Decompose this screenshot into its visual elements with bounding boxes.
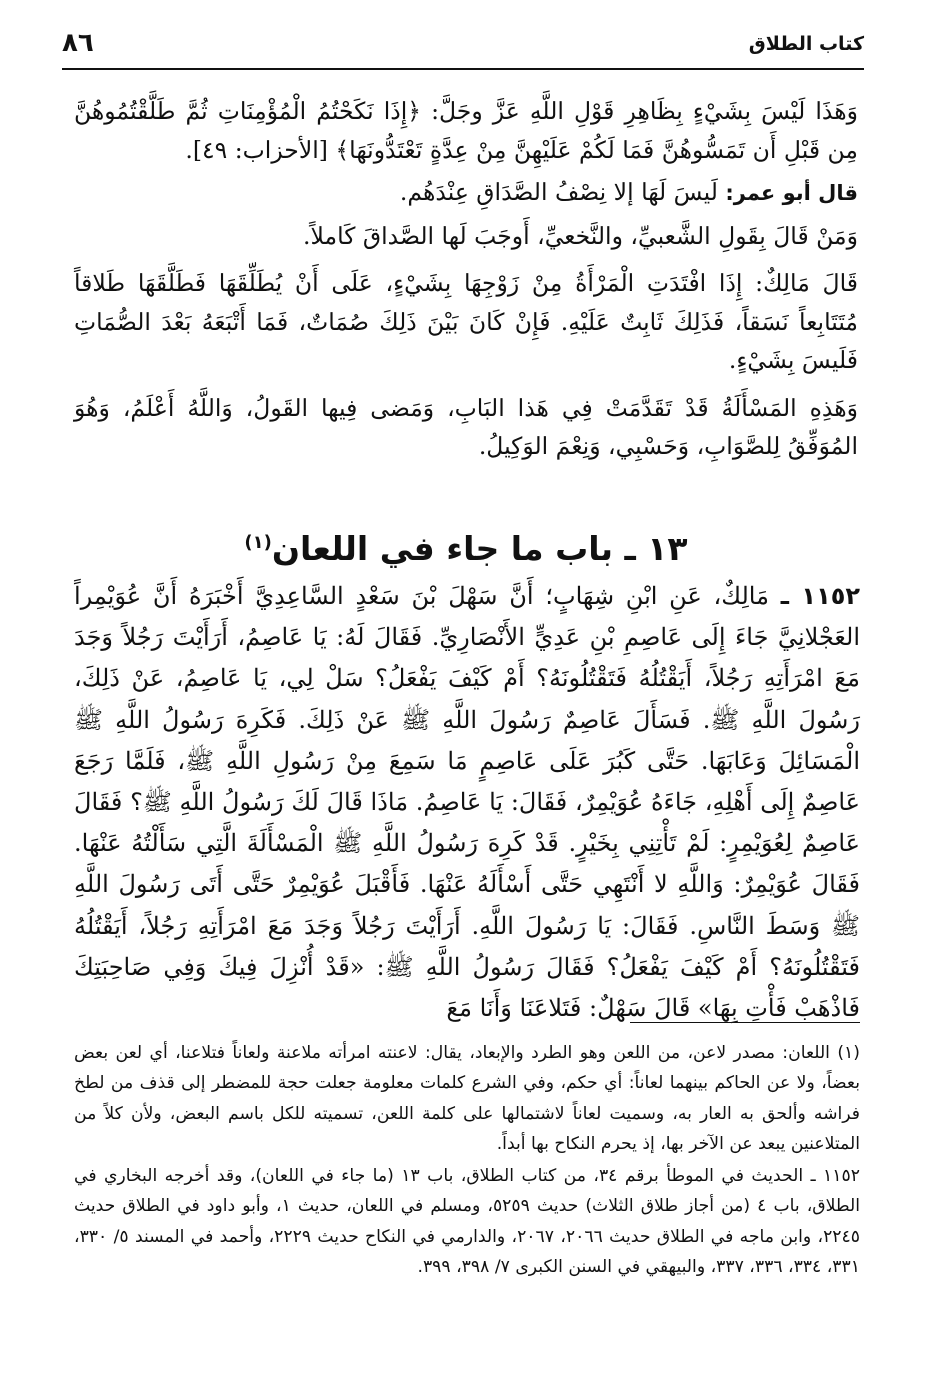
book-title: كتاب الطلاق <box>748 33 864 55</box>
paragraph-shabi: وَمَنْ قَالَ بِقَولِ الشَّعبيِّ، والنَّخعيِّ، أَوجَبَ لَها الصَّداقَ كَاملاً. <box>303 221 858 250</box>
paragraph-abu-umar <box>74 173 858 213</box>
paragraph-quran-citation: وَهَذَا لَيْسَ بِشَيْءٍ بِظَاهِرِ قَوْلِ اللَّهِ عَزَّ وجَلَّ: ﴿إِذَا نَكَحْتُمُ الْمُؤْمِنَاتِ ثُمَّ طَلَّقْتُمُوهُنَّ مِن قَبْلِ أَن تَمَسُّوهُنَّ فَمَا لَكُمْ عَلَيْهِنَّ مِنْ عِدَّةٍ تَعْتَدُّونَهَا﴾ [الأحزاب: ٤٩]. <box>74 97 858 164</box>
hadith-text <box>74 576 860 1029</box>
hadith-number: ١١٥٢ ـ <box>780 582 861 610</box>
chapter-title: ١٣ ـ باب ما جاء في اللعان <box>271 529 688 568</box>
footnote-hadith-sources: ١١٥٢ ـ الحديث في الموطأ برقم ٣٤، من كتاب الطلاق، باب ١٣ (ما جاء في اللعان)، وقد أخرجه البخاري في الطلاق، باب ٤ (من أجاز طلاق الثلاث) حديث ٥٢٥٩، ومسلم في اللعان، حديث ١، وأبو داود في الطلاق حديث ٢٢٤٥، وابن ماجه في الطلاق حديث ٢٠٦٦، ٢٠٦٧، والدارمي في النكاح حديث ٢٢٢٩، وأحمد في المسند ٥/ ٣٣٠، ٣٣١، ٣٣٤، ٣٣٦، ٣٣٧، والبيهقي في السنن الكبرى ٧/ ٣٩٨، ٣٩٩. <box>74 1166 860 1278</box>
paragraph-closing: وَهَذِهِ المَسْأَلَةُ قَدْ تَقَدَّمَتْ فِي هَذا البَابِ، وَمَضى فِيها القَولُ، وَاللَّهُ أَعْلَمُ، وَهُوَ المُوَفِّقُ لِلصَّوَابِ، وَحَسْبِي، وَنِعْمَ الوَكِيلُ. <box>74 393 858 460</box>
paragraph-abu-umar-text: لَيسَ لَهَا إلا نِصْفُ الصَّدَاقِ عِنْدَهُم. <box>399 178 726 206</box>
speaker-name: قال أبو عمر: <box>725 181 858 205</box>
main-text <box>74 92 858 475</box>
footnotes <box>74 1038 860 1284</box>
running-header <box>62 28 864 62</box>
footnote-lian: (١) اللعان: مصدر لاعن، من اللعن وهو الطرد والإبعاد، يقال: لاعنته امرأته ملاعنة ولعاناً فتلاعنا، أي لعن بعض بعضاً، ولا عن الحاكم بينهما لعاناً: أي حكم، وفي الشرع كلمات معلومة جعلت حجة للمضطر إلى قذف من لطخ فراشه وألحق به العار به، وسميت لعاناً لاشتمالها على كلمة اللعن، تسميته للكل باسم البعض، ولأن كلاً من المتلاعنين يبعد عن الآخر بها، إذ يحرم النكاح بها أبداً. <box>74 1043 860 1154</box>
header-rule <box>62 68 864 70</box>
page-number: ٨٦ <box>62 28 94 58</box>
paragraph-malik: قَالَ مَالِكٌ: إِذَا افْتَدَتِ الْمَرْأَةُ مِنْ زَوْجِهَا بِشَيْءٍ، عَلَى أَنْ يُطَلِّقَهَا فَطَلَّقَهَا طَلاقاً مُتَتَابِعاً نَسَقاً، فَذَلِكَ ثَابِتٌ عَلَيْهِ. فَإِنْ كَانَ بَيْنَ ذَلِكَ صُمَاتٌ، فَمَا أَتْبَعَهُ بَعْدَ الصُّمَاتِ فَلَيسَ بِشَيْءٍ. <box>74 269 858 374</box>
chapter-footnote-mark: (١) <box>244 532 272 553</box>
chapter-heading <box>74 518 858 574</box>
hadith-body: مَالِكٌ، عَنِ ابْنِ شِهَابٍ؛ أَنَّ سَهْلَ بْنَ سَعْدٍ السَّاعِدِيَّ أَخْبَرَهُ أَنَّ عُوَيْمِراً العَجْلانِيَّ جَاءَ إِلَى عَاصِمِ بْنِ عَدِيٍّ الأَنْصَارِيِّ. فَقَالَ لَهُ: يَا عَاصِمُ، أَرَأَيْتَ رَجُلاً وَجَدَ مَعَ امْرَأَتِهِ رَجُلاً، أَيَقْتُلُهُ فَتَقْتُلُونَهُ؟ أَمْ كَيْفَ يَفْعَلُ؟ سَلْ لِي، يَا عَاصِمُ، عَنْ ذَلِكَ، رَسُولَ اللَّهِ ﷺ. فَسَأَلَ عَاصِمٌ رَسُولَ اللَّهِ ﷺ عَنْ ذَلِكَ. فَكَرِهَ رَسُولُ اللَّهِ ﷺ الْمَسَائِلَ وَعَابَهَا. حَتَّى كَبُرَ عَلَى عَاصِمٍ مَا سَمِعَ مِنْ رَسُولِ اللَّهِ ﷺ، فَلَمَّا رَجَعَ عَاصِمٌ إِلَى أَهْلِهِ، جَاءَهُ عُوَيْمِرٌ، فَقَالَ: يَا عَاصِمُ. مَاذَا قَالَ لَكَ رَسُولُ اللَّهِ ﷺ؟ فَقَالَ عَاصِمٌ لِعُوَيْمِرٍ: لَمْ تَأْتِنِي بِخَيْرٍ. قَدْ كَرِهَ رَسُولُ اللَّهِ ﷺ الْمَسْأَلَةَ الَّتِي سَأَلْتُهُ عَنْهَا. فَقَالَ عُوَيْمِرٌ: وَاللَّهِ لا أَنْتَهِي حَتَّى أَسْأَلَهُ عَنْهَا. فَأَقْبَلَ عُوَيْمِرٌ حَتَّى أَتَى رَسُولَ اللَّهِ ﷺ وَسَطَ النَّاسِ. فَقَالَ: يَا رَسُولَ اللَّهِ. أَرَأَيْتَ رَجُلاً وَجَدَ مَعَ امْرَأَتِهِ رَجُلاً، أَيَقْتُلُهُ فَتَقْتُلُونَهُ؟ أَمْ كَيْفَ يَفْعَلُ؟ فَقَالَ رَسُولُ اللَّهِ ﷺ: «قَدْ أُنْزِلَ فِيكَ وَفِي صَاحِبَتِكَ فَاذْهَبْ فَأْتِ بِهَا» قَالَ سَهْلٌ: فَتَلاعَنَا وَأَنَا مَعَ <box>74 582 861 1023</box>
footnote-rule <box>630 1022 860 1023</box>
